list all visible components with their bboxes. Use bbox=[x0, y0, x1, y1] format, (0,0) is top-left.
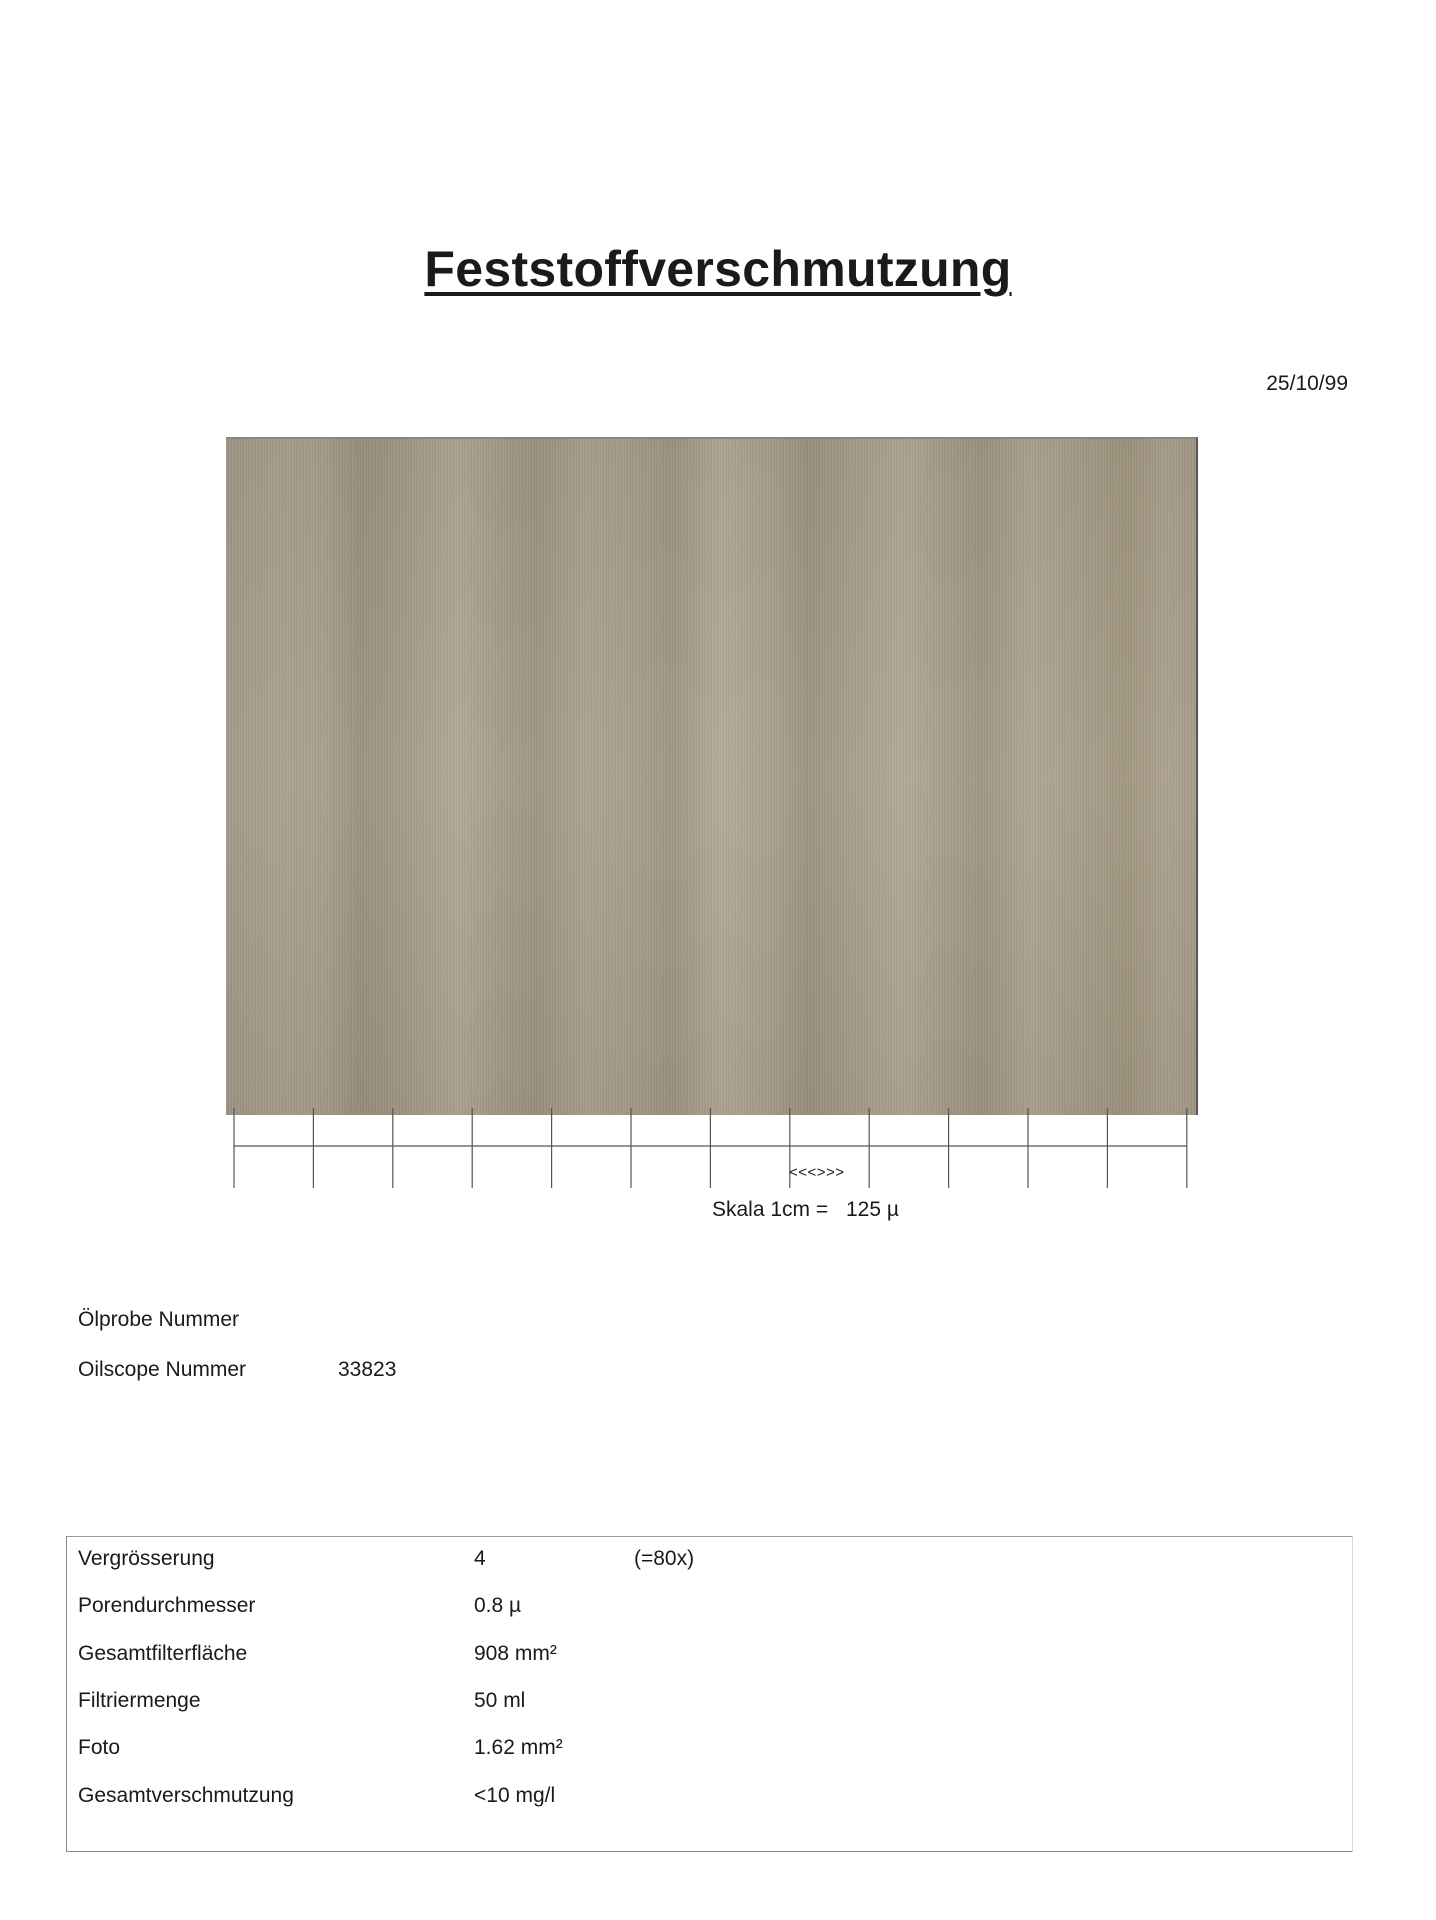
param-label: Porendurchmesser bbox=[78, 1594, 256, 1617]
param-value: 4 bbox=[474, 1547, 486, 1570]
param-label: Gesamtfilterfläche bbox=[78, 1642, 248, 1665]
parameters-table bbox=[66, 1536, 1353, 1852]
filter-photo-shading bbox=[226, 439, 1196, 1115]
scale-grid bbox=[226, 1108, 1196, 1192]
filter-photo bbox=[226, 437, 1198, 1115]
scale-marker: <<<>>> bbox=[789, 1164, 845, 1181]
param-label: Foto bbox=[78, 1736, 121, 1759]
param-value: 0.8 µ bbox=[474, 1594, 522, 1617]
oelprobe-label: Ölprobe Nummer bbox=[78, 1308, 240, 1331]
oilscope-label: Oilscope Nummer bbox=[78, 1358, 247, 1381]
param-value: <10 mg/l bbox=[474, 1784, 556, 1807]
param-value: 908 mm² bbox=[474, 1642, 557, 1665]
scale-label: Skala 1cm = bbox=[712, 1198, 829, 1221]
param-value: 1.62 mm² bbox=[474, 1736, 563, 1759]
scale-grid-lines bbox=[234, 1108, 1187, 1188]
param-label: Filtriermenge bbox=[78, 1689, 201, 1712]
param-label: Gesamtverschmutzung bbox=[78, 1784, 294, 1807]
scale-legend bbox=[712, 1198, 899, 1222]
report-date: 25/10/99 bbox=[1266, 372, 1348, 395]
param-extra: (=80x) bbox=[634, 1547, 695, 1570]
oilscope-value: 33823 bbox=[338, 1358, 397, 1381]
param-value: 50 ml bbox=[474, 1689, 526, 1712]
scale-value: 125 µ bbox=[845, 1198, 899, 1221]
document-title: Feststoffverschmutzung bbox=[424, 241, 1012, 297]
param-label: Vergrösserung bbox=[78, 1547, 215, 1570]
